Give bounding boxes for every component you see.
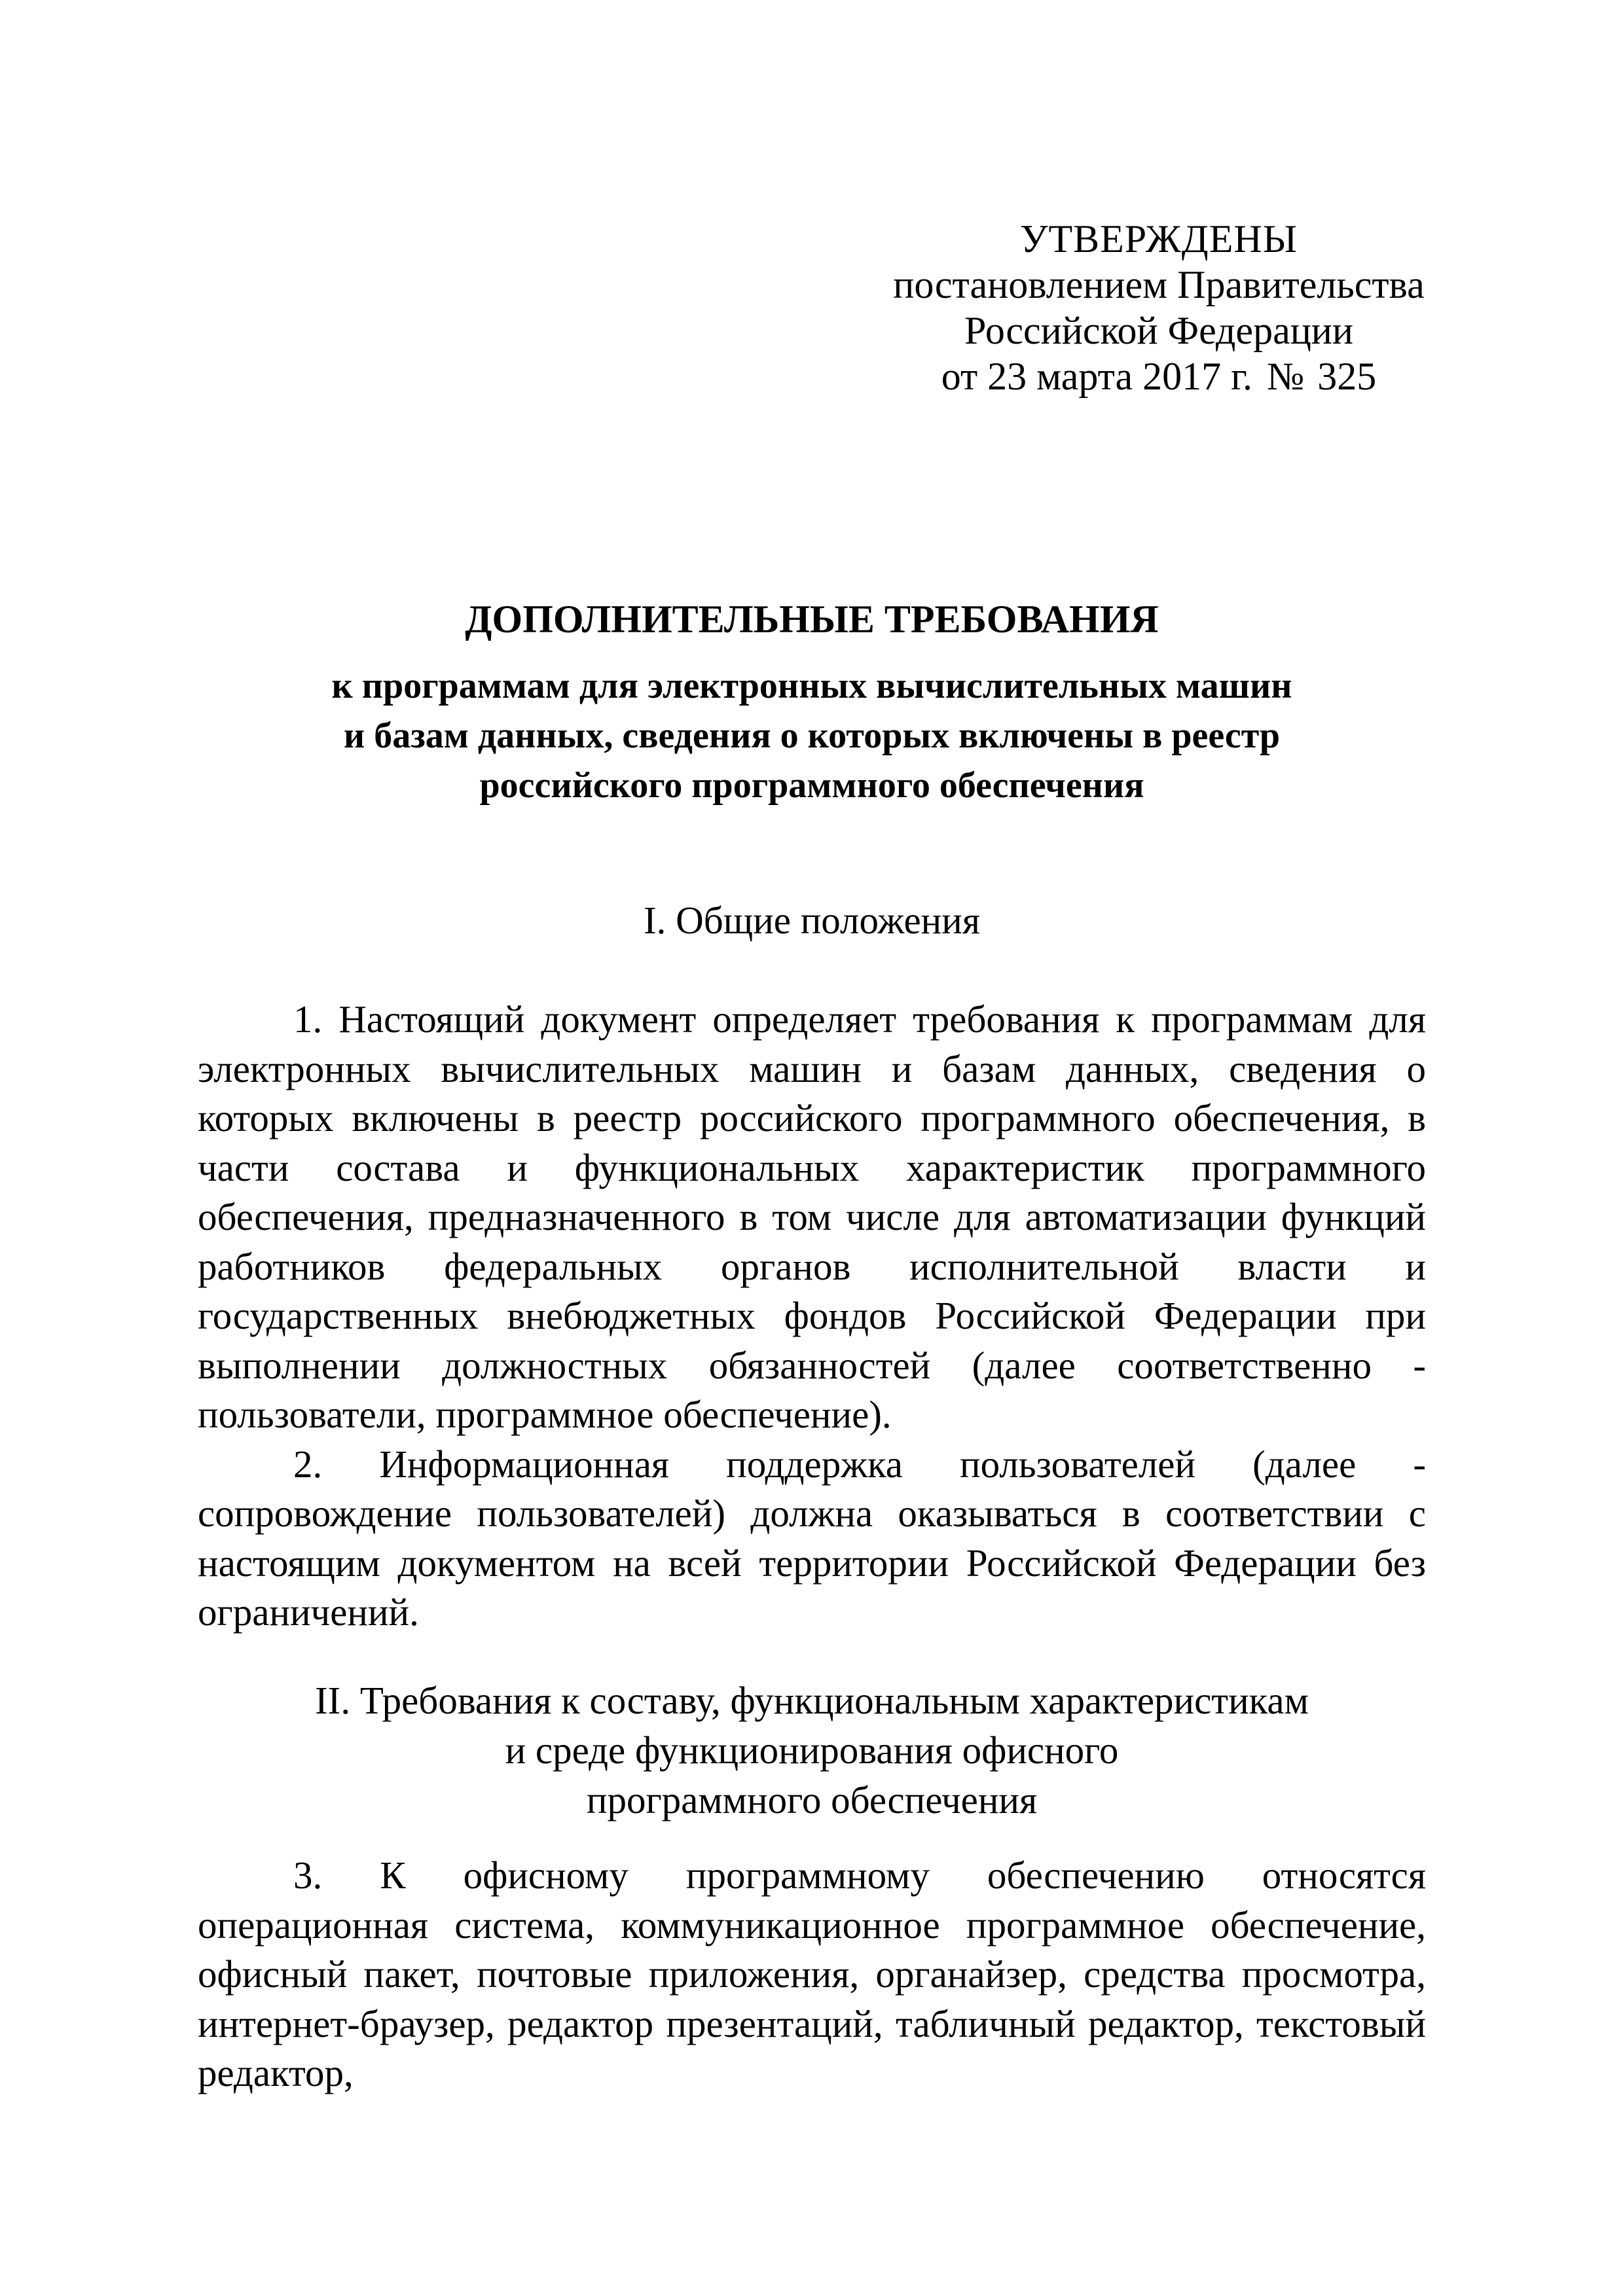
document-subtitle [196, 661, 1427, 810]
document-title: ДОПОЛНИТЕЛЬНЫЕ ТРЕБОВАНИЯ [465, 598, 1159, 641]
approval-title: УТВЕРЖДЕНЫ [1019, 217, 1298, 260]
approval-line-2: Российской Федерации [964, 309, 1354, 352]
approval-stamp [864, 216, 1453, 399]
section-heading-line: I. Общие положения [644, 899, 980, 942]
paragraph-2: 2. Информационная поддержка пользователей (далее - сопровождение пользователей) должна оказываться в соответствии с настоящим документом на всей территории Российской Федерации без ограничений. [198, 1442, 1426, 1634]
approval-date: от 23 марта 2017 г. [941, 355, 1252, 398]
subtitle-line: к программам для электронных вычислительных машин [331, 666, 1292, 706]
section-body-general [198, 995, 1426, 1638]
section-body-requirements [198, 1851, 1426, 2098]
subtitle-line: российского программного обеспечения [479, 765, 1144, 806]
section-heading-line: программного обеспечения [586, 1778, 1038, 1821]
approval-number-sign: № [1267, 355, 1305, 398]
paragraph-1: 1. Настоящий документ определяет требования к программам для электронных вычислительных машин и базам данных, сведения о которых включены в реестр российского программного обеспечения, в части состава и функциональных характеристик программного обеспечения, предназначенного в том числе для автоматизации функций работников федеральных органов исполнительной власти и государственных внебюджетных фондов Российской Федерации при выполнении должностных обязанностей (далее соответственно - пользователи, программное обеспечение). [198, 997, 1426, 1436]
section-heading-requirements [196, 1676, 1427, 1825]
section-heading-line: и среде функционирования офисного [505, 1729, 1119, 1772]
section-heading-general [196, 895, 1427, 945]
subtitle-line: и базам данных, сведения о которых включены в реестр [343, 715, 1281, 756]
approval-date-line [864, 353, 1453, 399]
approval-number: 325 [1317, 355, 1377, 398]
section-heading-line: II. Требования к составу, функциональным характеристикам [315, 1679, 1309, 1722]
approval-line-1: постановлением Правительства [893, 263, 1425, 306]
paragraph-3: 3. К офисному программному обеспечению относятся операционная система, коммуникационное программное обеспечение, офисный пакет, почтовые приложения, органайзер, средства просмотра, интернет-браузер, редактор презентаций, табличный редактор, текстовый редактор, [198, 1854, 1426, 2094]
